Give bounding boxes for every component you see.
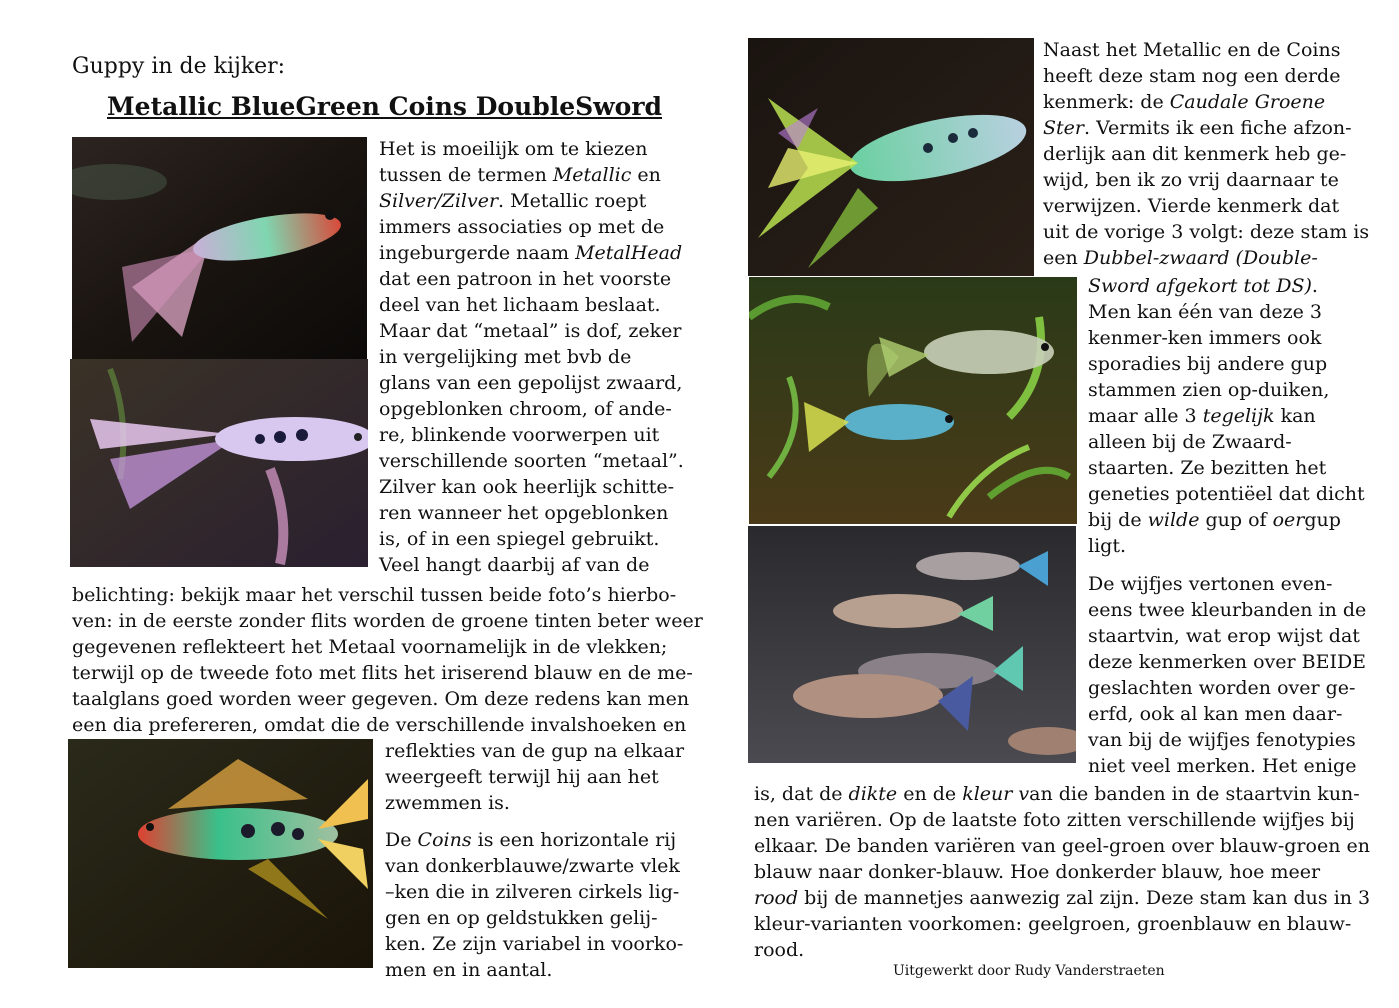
- left-text-block-1: [379, 136, 684, 578]
- text-line: van donkerblauwe/zwarte vlek: [385, 855, 680, 877]
- text-line: een Dubbel-zwaard (Double-: [1043, 247, 1318, 269]
- text-line: staartvin, wat erop wijst dat: [1088, 625, 1360, 647]
- photo-caudal-green-star: [748, 38, 1034, 276]
- text-line: ren wanneer het opgeblonken: [379, 502, 669, 524]
- text-line: tussen de termen Metallic en: [379, 164, 661, 186]
- text-line: stammen zien op-duiken,: [1088, 379, 1330, 401]
- text-line: De wijfjes vertonen even-: [1088, 573, 1333, 595]
- text-line: elkaar. De banden variëren van geel-groen over blauw-groen en: [754, 835, 1370, 857]
- text-line: niet veel merken. Het enige: [1088, 755, 1357, 777]
- text-line: heeft deze stam nog een derde: [1043, 65, 1341, 87]
- text-line: blauw naar donker-blauw. Hoe donkerder blauw, hoe meer: [754, 861, 1321, 883]
- text-line: gen en op geldstukken gelij-: [385, 907, 658, 929]
- text-line: erfd, ook al kan men daar-: [1088, 703, 1343, 725]
- text-line: ingeburgerde naam MetalHead: [379, 242, 683, 264]
- text-line: kenmer-ken immers ook: [1088, 327, 1322, 349]
- text-line: verwijzen. Vierde kenmerk dat: [1043, 195, 1340, 217]
- right-text-block-1: [1043, 37, 1369, 271]
- text-line: rood bij de mannetjes aanwezig zal zijn. Deze stam kan dus in 3: [754, 887, 1371, 909]
- right-text-block-4: [754, 781, 1370, 963]
- text-line: taalglans goed worden weer gegeven. Om deze redens kan men: [72, 688, 690, 710]
- text-line: terwijl op de tweede foto met flits het iriserend blauw en de me-: [72, 662, 693, 684]
- text-line: Silver/Zilver. Metallic roept: [379, 190, 647, 212]
- page-title: Metallic BlueGreen Coins DoubleSword: [107, 92, 663, 121]
- text-line: zwemmen is.: [385, 792, 510, 814]
- kicker-label: Guppy in de kijker:: [72, 54, 286, 79]
- text-line: geneties potentiëel dat dicht: [1088, 483, 1365, 505]
- text-line: bij de wilde gup of oergup: [1088, 509, 1341, 531]
- text-line: uit de vorige 3 volgt: deze stam is: [1043, 221, 1370, 243]
- right-text-block-3: [1088, 571, 1366, 779]
- right-text-block-2: [1088, 273, 1365, 559]
- text-line: kenmerk: de Caudale Groene: [1043, 91, 1326, 113]
- text-line: gegevenen reflekteert het Metaal voornamelijk in de vlekken;: [72, 636, 668, 658]
- text-line: Sword afgekort tot DS).: [1088, 275, 1318, 297]
- text-line: staarten. Ze bezitten het: [1088, 457, 1327, 479]
- text-line: van bij de wijfjes fenotypies: [1088, 729, 1356, 751]
- text-line: Naast het Metallic en de Coins: [1043, 39, 1341, 61]
- left-text-block-4: [385, 827, 683, 983]
- text-line: maar alle 3 tegelijk kan: [1088, 405, 1316, 427]
- text-line: Zilver kan ook heerlijk schitte-: [379, 476, 675, 498]
- text-line: immers associaties op met de: [379, 216, 665, 238]
- text-line: Veel hangt daarbij af van de: [379, 554, 650, 576]
- photo-male-no-flash: [72, 137, 367, 359]
- photo-females: [748, 526, 1076, 763]
- text-line: eens twee kleurbanden in de: [1088, 599, 1367, 621]
- text-line: Ster. Vermits ik een fiche afzon-: [1043, 117, 1352, 139]
- text-line: De Coins is een horizontale rij: [385, 829, 677, 851]
- text-line: weergeeft terwijl hij aan het: [385, 766, 659, 788]
- text-line: reflekties van de gup na elkaar: [385, 740, 685, 762]
- text-line: re, blinkende voorwerpen uit: [379, 424, 660, 446]
- text-line: deze kenmerken over BEIDE: [1088, 651, 1367, 673]
- text-line: –ken die in zilveren cirkels lig-: [385, 881, 680, 903]
- text-line: in vergelijking met bvb de: [379, 346, 632, 368]
- text-line: nen variëren. Op de laatste foto zitten verschillende wijfjes bij: [754, 809, 1355, 831]
- text-line: ligt.: [1088, 535, 1126, 557]
- text-line: sporadies bij andere gup: [1088, 353, 1328, 375]
- photo-coins-male: [68, 739, 373, 968]
- author-credit: Uitgewerkt door Rudy Vanderstraeten: [893, 963, 1165, 979]
- text-line: dat een patroon in het voorste: [379, 268, 672, 290]
- text-line: derlijk aan dit kenmerk heb ge-: [1043, 143, 1347, 165]
- left-text-block-3: [385, 738, 684, 816]
- text-line: verschillende soorten “metaal”.: [379, 450, 684, 472]
- text-line: ken. Ze zijn variabel in voorko-: [385, 933, 684, 955]
- left-text-block-2: [72, 582, 703, 738]
- text-line: Het is moeilijk om te kiezen: [379, 138, 648, 160]
- text-line: kleur-varianten voorkomen: geelgroen, groenblauw en blauw-: [754, 913, 1352, 935]
- text-line: is, dat de dikte en de kleur van die banden in de staartvin kun-: [754, 783, 1360, 805]
- photo-males-plants: [749, 277, 1077, 524]
- text-line: deel van het lichaam beslaat.: [379, 294, 661, 316]
- text-line: glans van een gepolijst zwaard,: [379, 372, 683, 394]
- text-line: Men kan één van deze 3: [1088, 301, 1322, 323]
- text-line: opgeblonken chroom, of ande-: [379, 398, 672, 420]
- text-line: belichting: bekijk maar het verschil tussen beide foto’s hierbo-: [72, 584, 677, 606]
- text-line: geslachten worden over ge-: [1088, 677, 1356, 699]
- text-line: alleen bij de Zwaard-: [1088, 431, 1292, 453]
- text-line: is, of in een spiegel gebruikt.: [379, 528, 660, 550]
- text-line: Maar dat “metaal” is dof, zeker: [379, 320, 682, 342]
- text-line: ven: in de eerste zonder flits worden de groene tinten beter weer: [72, 610, 703, 632]
- text-line: rood.: [754, 939, 805, 961]
- text-line: wijd, ben ik zo vrij daarnaar te: [1043, 169, 1339, 191]
- text-line: men en in aantal.: [385, 959, 553, 981]
- text-line: een dia prefereren, omdat die de verschillende invalshoeken en: [72, 714, 687, 736]
- photo-male-flash: [70, 359, 368, 567]
